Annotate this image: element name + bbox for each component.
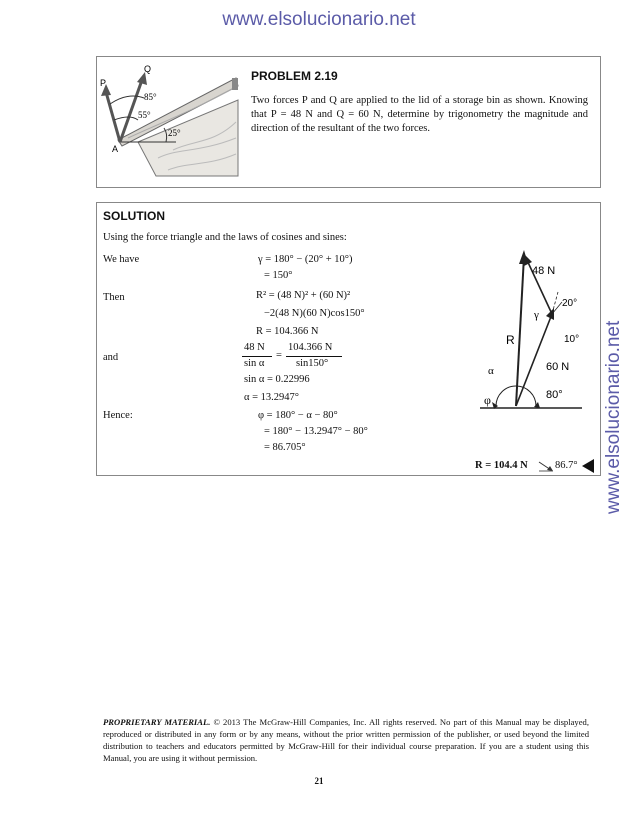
label-60N: 60 N bbox=[546, 361, 570, 373]
watermark-top[interactable]: www.elsolucionario.net bbox=[222, 9, 416, 30]
frac-num-right: 104.366 N bbox=[288, 342, 333, 353]
eq-phi: φ = 180° − α − 80° bbox=[258, 410, 338, 421]
frac-eq: = bbox=[276, 350, 282, 361]
eq-phi-result: = 86.705° bbox=[264, 442, 306, 453]
label-80deg: 80° bbox=[546, 389, 563, 401]
eq-phi-sub: = 180° − 13.2947° − 80° bbox=[264, 426, 368, 437]
frac-den-left: sin α bbox=[244, 358, 265, 369]
label-85: 85° bbox=[144, 92, 157, 102]
footer-copyright bbox=[103, 716, 589, 764]
problem-title: PROBLEM 2.19 bbox=[251, 69, 338, 83]
label-gamma: γ bbox=[534, 309, 539, 321]
result-R: R = 104.4 N bbox=[475, 460, 528, 471]
label-P: P bbox=[100, 78, 107, 88]
page-number: 21 bbox=[314, 776, 324, 786]
label-R: R bbox=[506, 333, 515, 347]
eq-alpha: α = 13.2947° bbox=[244, 392, 299, 403]
footer-text: © 2013 The McGraw-Hill Companies, Inc. All rights reserved. No part of this Manual may be displayed, reproduced or distributed in any form or by any means, without the prior written permission of the publisher, or used beyond the limited distribution to teachers and educators permitted by McGraw-Hill for their individual course preparation. If you are a student using this Manual, you are using it without permission. bbox=[103, 717, 589, 763]
label-25: 25° bbox=[168, 128, 181, 138]
frac-den-right: sin150° bbox=[296, 358, 329, 369]
eq-gamma: γ = 180° − (20° + 10°) bbox=[258, 254, 353, 265]
frac-num-left: 48 N bbox=[244, 342, 265, 353]
label-alpha: α bbox=[488, 365, 494, 377]
problem-text: Two forces P and Q are applied to the lid of a storage bin as shown. Knowing that P = 48 N and Q = 60 N, determine by trigonometry the magnitude and direction of the resultant of the two forces. bbox=[251, 95, 588, 134]
eq-gamma-result: = 150° bbox=[264, 270, 293, 281]
label-A: A bbox=[112, 144, 119, 154]
result-angle: 86.7° bbox=[555, 460, 578, 471]
force-triangle-sketch bbox=[466, 246, 594, 422]
eq-cosine-law: R² = (48 N)² + (60 N)² bbox=[256, 290, 351, 301]
watermark-side[interactable]: www.elsolucionario.net bbox=[603, 320, 624, 514]
label-20deg: 20° bbox=[562, 298, 578, 309]
eq-cosine-law-cont: −2(48 N)(60 N)cos150° bbox=[264, 308, 365, 319]
label-55: 55° bbox=[138, 110, 151, 120]
vector-R bbox=[516, 256, 524, 406]
footer-bold: PROPRIETARY MATERIAL. bbox=[103, 717, 211, 727]
label-then: Then bbox=[103, 292, 125, 303]
eq-R: R = 104.366 N bbox=[256, 326, 319, 337]
label-and: and bbox=[103, 352, 119, 363]
label-10deg: 10° bbox=[564, 334, 580, 345]
lid-figure bbox=[98, 58, 248, 184]
answer-marker-icon bbox=[582, 459, 594, 473]
label-48N: 48 N bbox=[532, 265, 556, 277]
label-phi: φ bbox=[484, 393, 491, 407]
label-Q: Q bbox=[144, 64, 152, 74]
solution-title: SOLUTION bbox=[103, 209, 165, 223]
eq-sin-alpha: sin α = 0.22996 bbox=[244, 374, 310, 385]
label-we-have: We have bbox=[103, 254, 140, 265]
solution-intro: Using the force triangle and the laws of cosines and sines: bbox=[103, 232, 347, 243]
direction-arrow-icon bbox=[537, 459, 555, 473]
label-hence: Hence: bbox=[103, 410, 133, 421]
